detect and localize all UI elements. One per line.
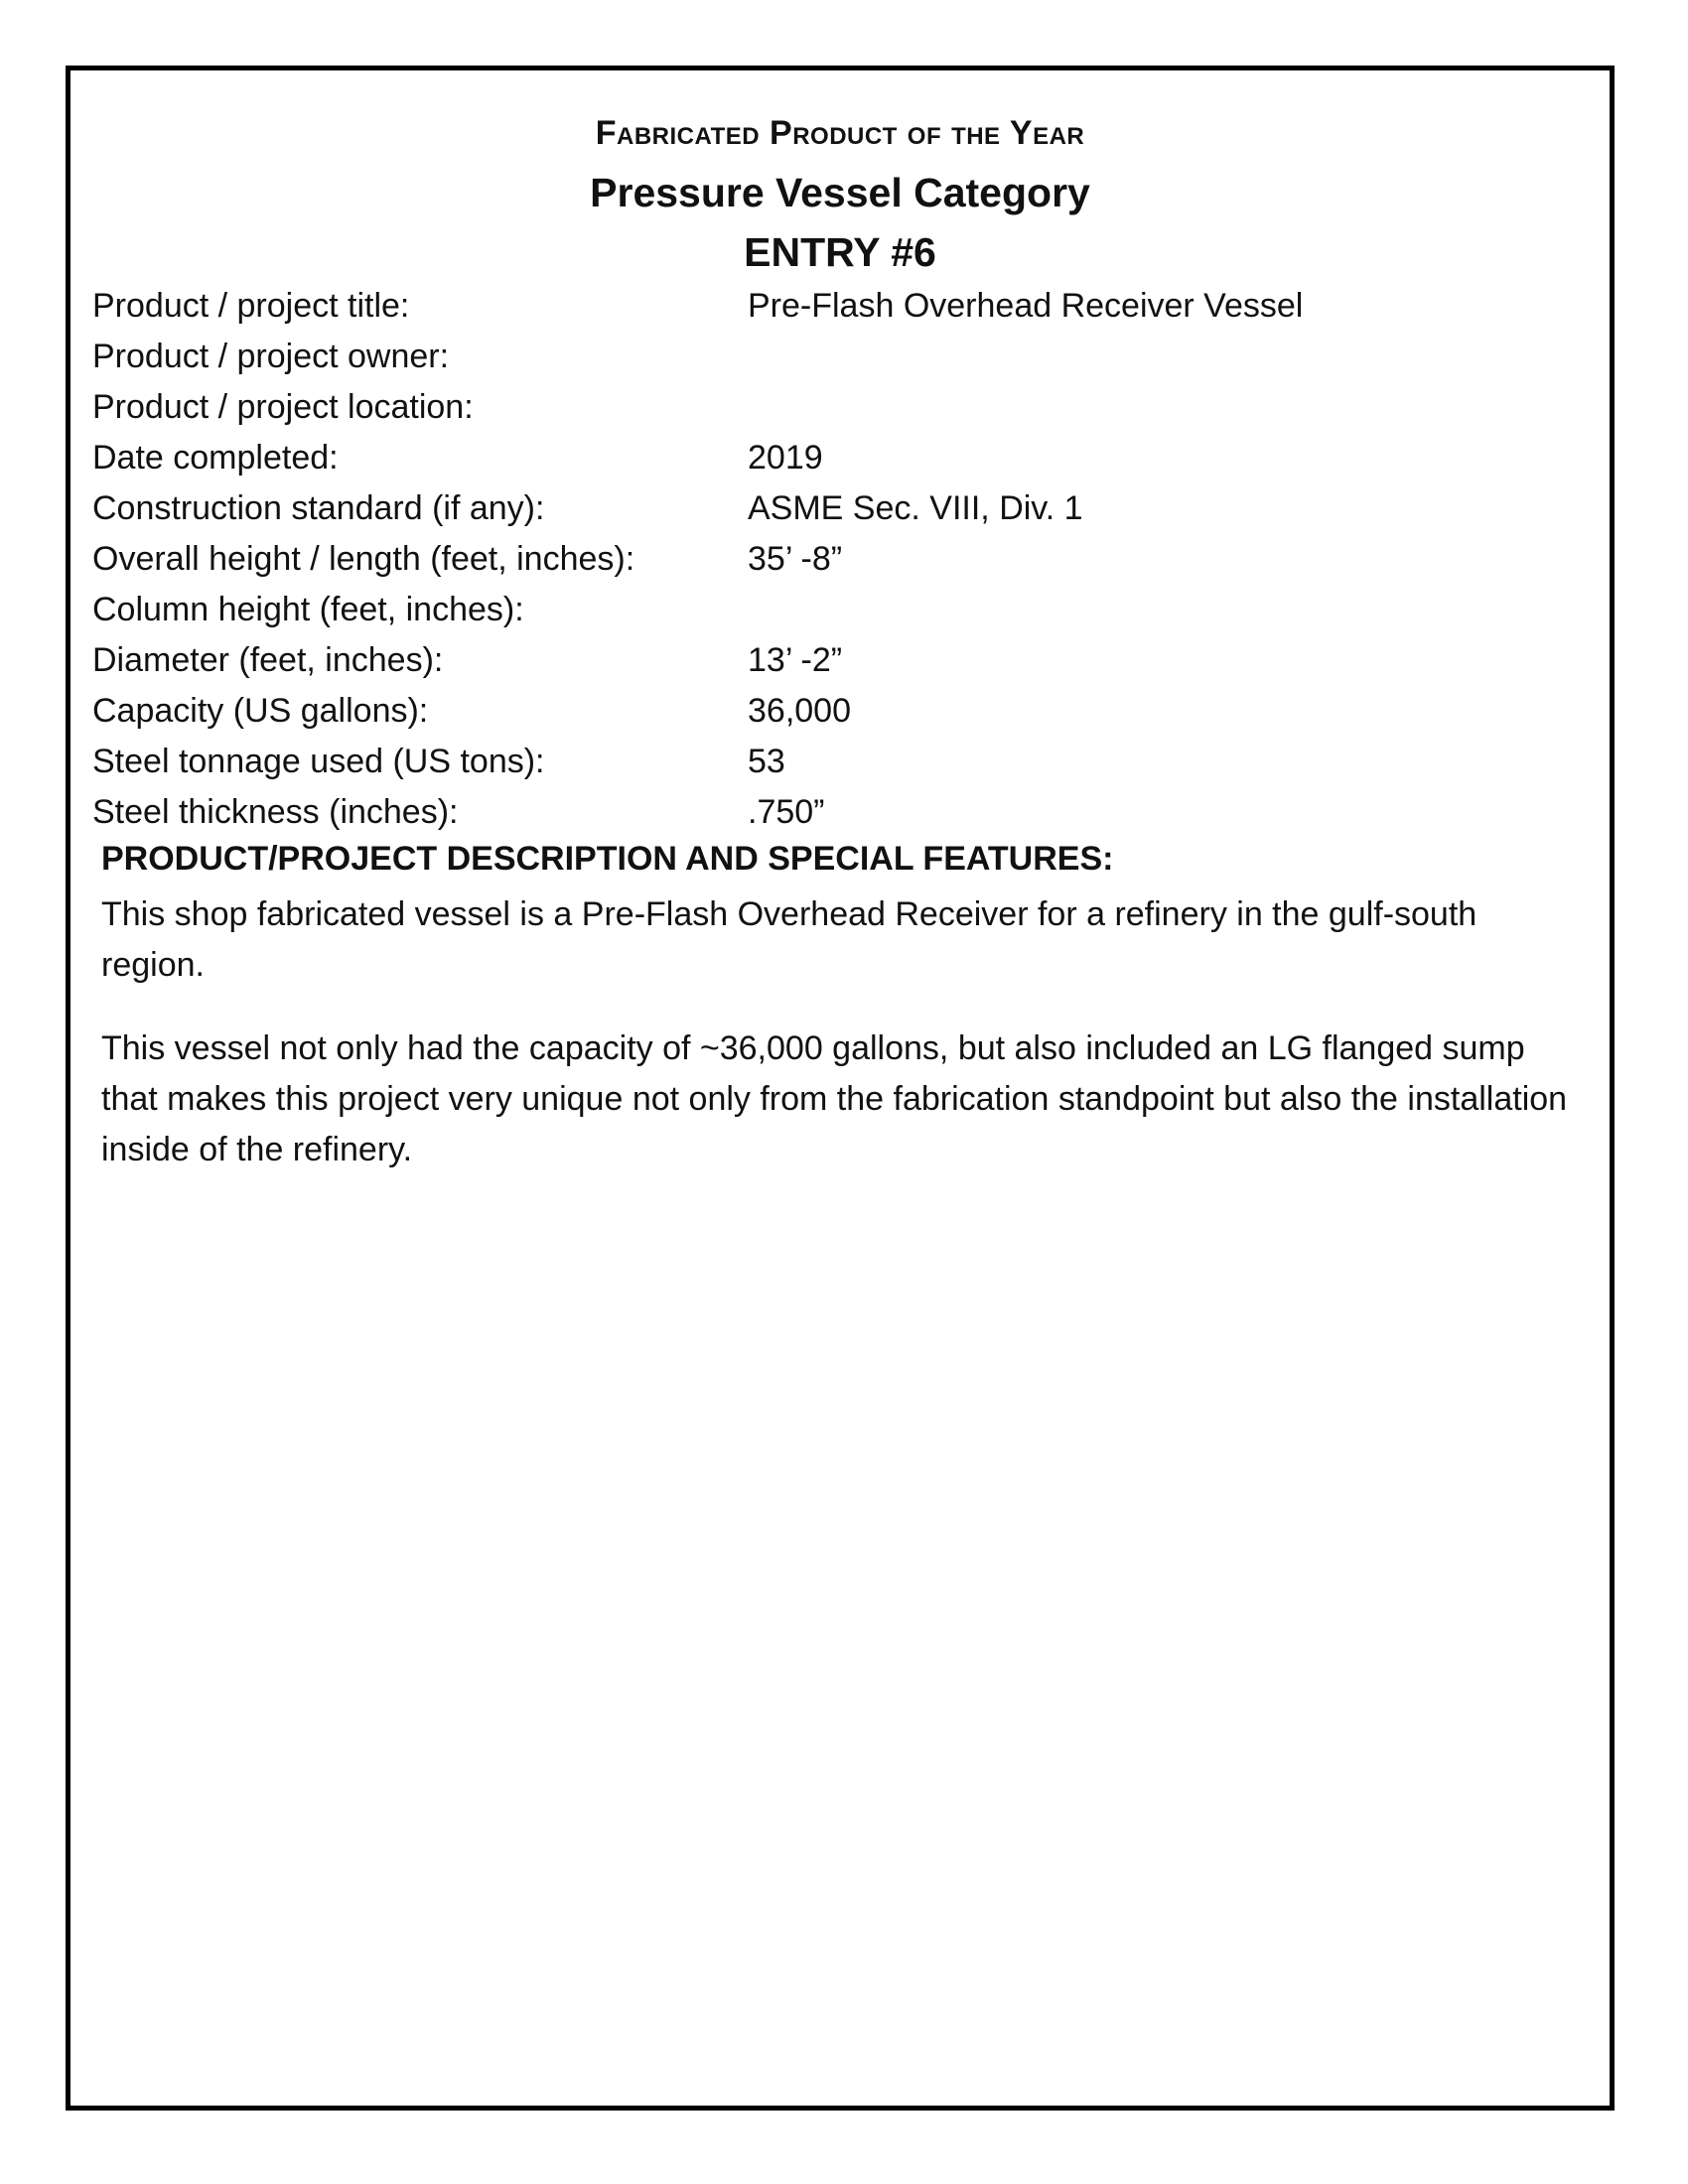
field-label: Product / project title: xyxy=(92,287,410,325)
field-value: 35’ -8” xyxy=(748,540,843,578)
field-row-owner xyxy=(92,332,1582,382)
field-value: ASME Sec. VIII, Div. 1 xyxy=(748,489,1083,527)
field-row-construction-standard xyxy=(92,483,1582,534)
field-label: Column height (feet, inches): xyxy=(92,591,524,628)
field-row-location xyxy=(92,382,1582,433)
description-paragraph: This vessel not only had the capacity of ~36,000 gallons, but also included an LG flanged sump that makes this project very unique not only from the fabrication standpoint but also the installation inside of the refinery. xyxy=(101,1029,1568,1168)
field-row-diameter xyxy=(92,635,1582,686)
field-value: .750” xyxy=(748,793,825,831)
field-value: 2019 xyxy=(748,439,823,477)
description-heading: PRODUCT/PROJECT DESCRIPTION AND SPECIAL FEATURES: xyxy=(101,840,1114,878)
field-label: Construction standard (if any): xyxy=(92,489,545,527)
description-body xyxy=(101,889,1586,1208)
description-paragraph: This shop fabricated vessel is a Pre-Flash Overhead Receiver for a refinery in the gulf-south region. xyxy=(101,895,1477,984)
field-label: Date completed: xyxy=(92,439,339,477)
field-row-overall-height xyxy=(92,534,1582,585)
document-frame xyxy=(66,66,1615,2111)
field-row-steel-thickness xyxy=(92,787,1582,838)
field-value: Pre-Flash Overhead Receiver Vessel xyxy=(748,287,1304,325)
field-row-date-completed xyxy=(92,433,1582,483)
award-title: Fabricated Product of the Year xyxy=(595,114,1085,152)
field-row-column-height xyxy=(92,585,1582,635)
field-label: Overall height / length (feet, inches): xyxy=(92,540,635,578)
field-label: Capacity (US gallons): xyxy=(92,692,429,730)
category-title: Pressure Vessel Category xyxy=(590,170,1090,215)
entry-number: ENTRY #6 xyxy=(744,229,936,275)
field-label: Steel tonnage used (US tons): xyxy=(92,743,545,780)
field-label: Steel thickness (inches): xyxy=(92,793,459,831)
field-row-steel-tonnage xyxy=(92,737,1582,787)
field-row-title xyxy=(92,281,1582,332)
field-list xyxy=(92,281,1582,838)
field-label: Diameter (feet, inches): xyxy=(92,641,444,679)
field-label: Product / project location: xyxy=(92,388,474,426)
field-label: Product / project owner: xyxy=(92,338,450,375)
field-value: 13’ -2” xyxy=(748,641,843,679)
field-value: 36,000 xyxy=(748,692,851,730)
field-value: 53 xyxy=(748,743,785,780)
field-row-capacity xyxy=(92,686,1582,737)
